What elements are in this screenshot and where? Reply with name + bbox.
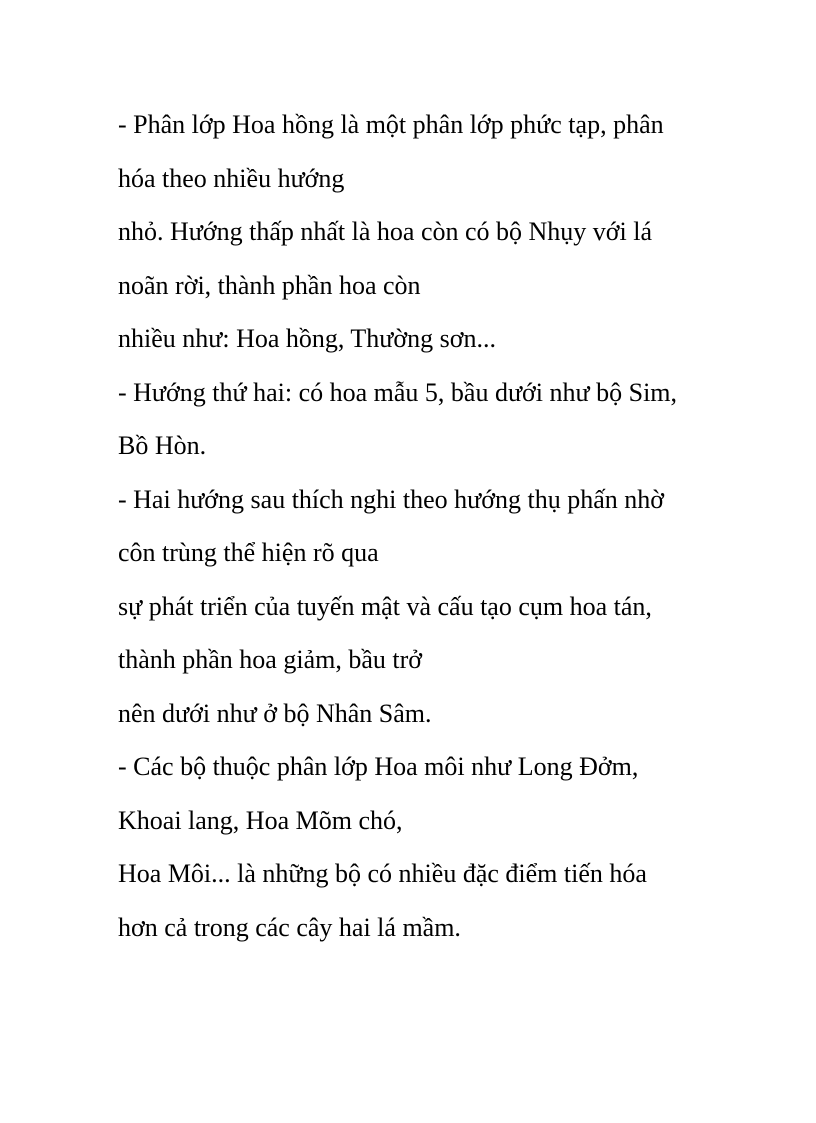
text-line: Hoa Môi... là những bộ có nhiều đặc điểm tiến hóa [118, 859, 647, 888]
text-line: hơn cả trong các cây hai lá mầm. [118, 912, 461, 942]
text-line: thành phần hoa giảm, bầu trở [118, 645, 423, 674]
body-text [118, 98, 738, 954]
text-line: sự phát triển của tuyến mật và cấu tạo cụm hoa tán, [118, 591, 652, 621]
text-line: - Hướng thứ hai: có hoa mẫu 5, bầu dưới như bộ Sim, [118, 377, 678, 407]
text-line: côn trùng thể hiện rõ qua [118, 538, 379, 567]
text-line: - Phân lớp Hoa hồng là một phân lớp phức tạp, phân [118, 110, 664, 139]
text-line: nên dưới như ở bộ Nhân Sâm. [118, 698, 432, 728]
text-line: - Hai hướng sau thích nghi theo hướng thụ phấn nhờ [118, 484, 665, 514]
text-line: hóa theo nhiều hướng [118, 163, 345, 193]
text-line: noãn rời, thành phần hoa còn [118, 270, 421, 300]
text-line: nhỏ. Hướng thấp nhất là hoa còn có bộ Nhụy với lá [118, 217, 653, 246]
text-line: - Các bộ thuộc phân lớp Hoa môi như Long Đởm, [118, 752, 639, 781]
text-line: Khoai lang, Hoa Mõm chó, [118, 805, 403, 835]
text-line: Bồ Hòn. [118, 431, 207, 460]
text-line: nhiều như: Hoa hồng, Thường sơn... [118, 324, 497, 353]
